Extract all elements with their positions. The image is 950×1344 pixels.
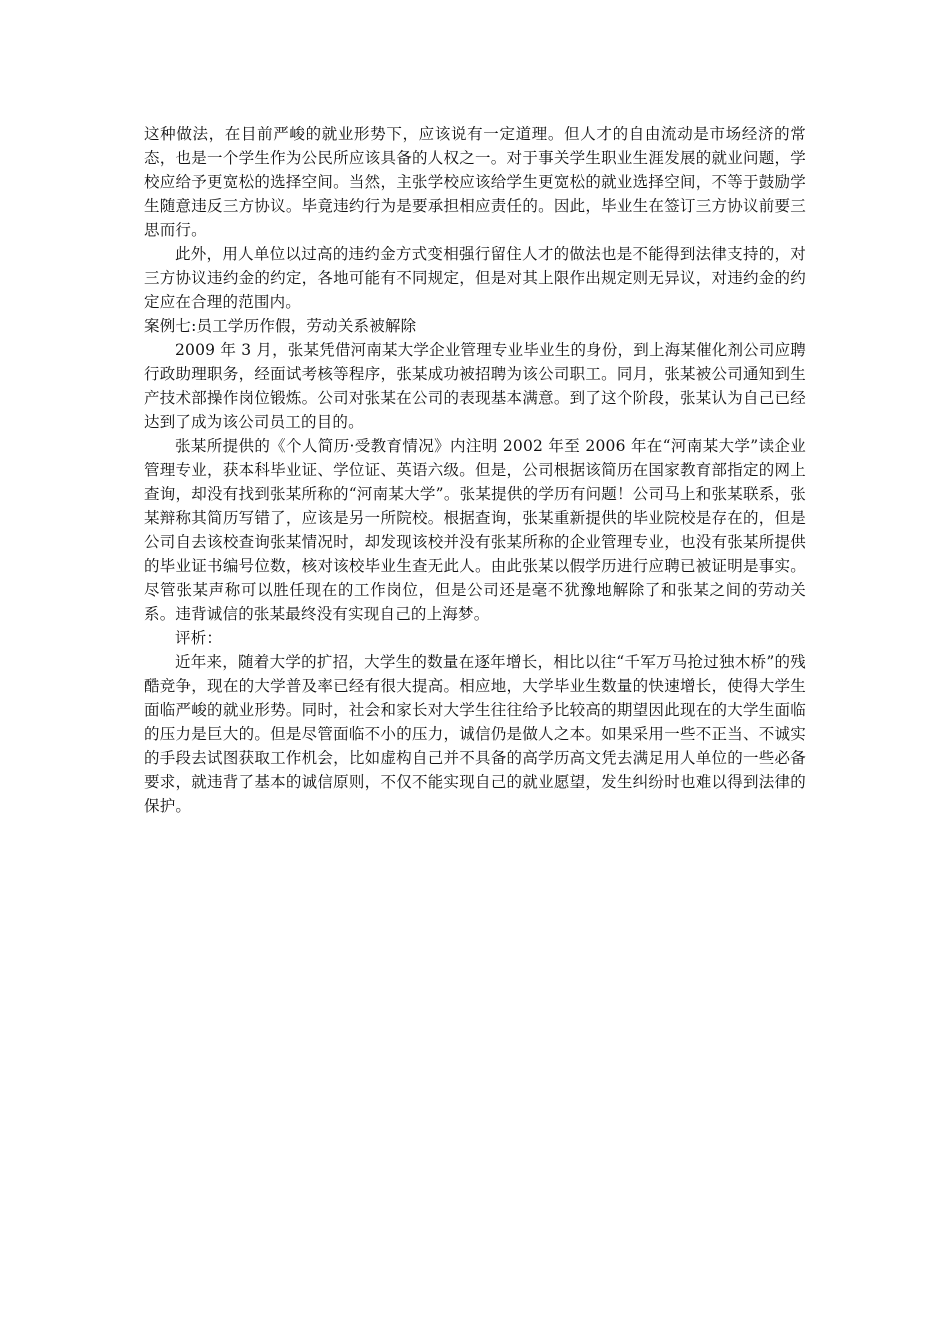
paragraph-school-policy: 这种做法，在目前严峻的就业形势下，应该说有一定道理。但人才的自由流动是市场经济的常态，也是一个学生作为公民所应该具备的人权之一。对于事关学生职业生涯发展的就业问题，学校应给予更宽松的选择空间。当然，主张学校应该给学生更宽松的就业选择空间，不等于鼓励学生随意违反三方协议。毕竟违约行为是要承担相应责任的。因此，毕业生在签订三方协议前要三思而行。 [144, 125, 806, 239]
paragraph-case-facts: 2009 年 3 月，张某凭借河南某大学企业管理专业毕业生的身份，到上海某催化剂公司应聘行政助理职务，经面试考核等程序，张某成功被招聘为该公司职工。同月，张某被公司通知到生产技术部操作岗位锻炼。公司对张某在公司的表现基本满意。到了这个阶段，张某认为自己已经达到了成为该公司员工的目的。 [144, 341, 806, 431]
case-seven-heading: 案例七:员工学历作假，劳动关系被解除 [144, 317, 417, 335]
paragraph-penalty-limit: 此外，用人单位以过高的违约金方式变相强行留住人才的做法也是不能得到法律支持的，对三方协议违约金的约定，各地可能有不同规定，但是对其上限作出规定则无异议，对违约金的约定应在合理的范围内。 [144, 245, 806, 311]
paragraph-analysis: 近年来，随着大学的扩招，大学生的数量在逐年增长，相比以往“千军万马抢过独木桥”的残酷竞争，现在的大学普及率已经有很大提高。相应地，大学毕业生数量的快速增长，使得大学生面临严峻的就业形势。同时，社会和家长对大学生往往给予比较高的期望因此现在的大学生面临的压力是巨大的。但是尽管面临不小的压力，诚信仍是做人之本。如果采用一些不正当、不诚实的手段去试图获取工作机会，比如虚构自己并不具备的高学历高文凭去满足用人单位的一些必备要求，就违背了基本的诚信原则，不仅不能实现自己的就业愿望，发生纠纷时也难以得到法律的保护。 [144, 653, 806, 815]
paragraph-case-investigation: 张某所提供的《个人简历·受教育情况》内注明 2002 年至 2006 年在“河南某大学”读企业管理专业，获本科毕业证、学位证、英语六级。但是，公司根据该简历在国家教育部指定的网上查询，却没有找到张某所称的“河南某大学”。张某提供的学历有问题！公司马上和张某联系，张某辩称其简历写错了，应该是另一所院校。根据查询，张某重新提供的毕业院校是存在的，但是公司自去该校查询张某情况时，却发现该校并没有张某所称的企业管理专业，也没有张某所提供的毕业证书编号位数，核对该校毕业生查无此人。由此张某以假学历进行应聘已被证明是事实。尽管张某声称可以胜任现在的工作岗位，但是公司还是毫不犹豫地解除了和张某之间的劳动关系。违背诚信的张某最终没有实现自己的上海梦。 [144, 437, 806, 623]
document-page [144, 122, 806, 818]
analysis-label: 评析： [175, 629, 223, 647]
